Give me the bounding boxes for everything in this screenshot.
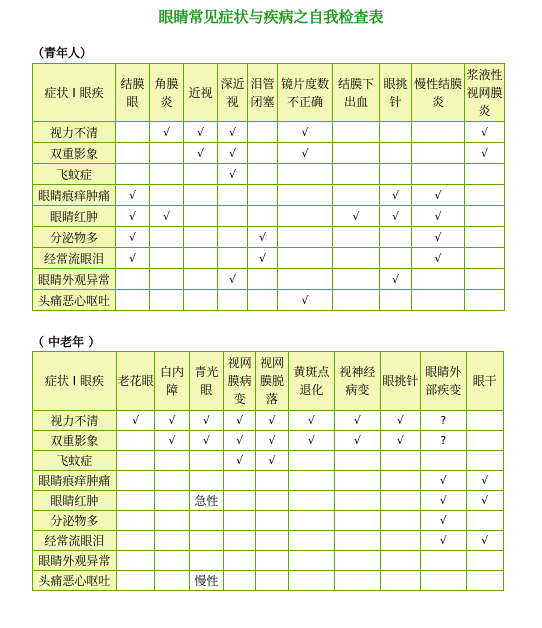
table-cell xyxy=(218,227,248,248)
table-row xyxy=(33,206,505,227)
table-row xyxy=(33,227,505,248)
table-cell xyxy=(278,248,333,269)
table-cell: √ xyxy=(278,122,333,143)
table-cell xyxy=(189,471,223,491)
table-row xyxy=(33,471,504,491)
table-cell xyxy=(218,290,248,311)
table-cell: √ xyxy=(421,511,466,531)
table-cell xyxy=(155,531,189,551)
column-header: 角膜 炎 xyxy=(150,64,184,122)
table-cell xyxy=(256,471,288,491)
table-cell: √ xyxy=(248,227,278,248)
table-cell: √ xyxy=(335,431,380,451)
table-cell xyxy=(466,451,504,471)
table-cell xyxy=(116,451,154,471)
table-cell: ? xyxy=(421,431,466,451)
table-cell xyxy=(155,471,189,491)
column-header: 老花眼 xyxy=(116,352,154,411)
symptom-label: 眼睛外观异常 xyxy=(33,551,117,571)
symptom-label: 经常流眼泪 xyxy=(33,531,117,551)
table-row xyxy=(33,185,505,206)
table-cell xyxy=(184,248,218,269)
table-cell xyxy=(155,451,189,471)
table-cell xyxy=(466,551,504,571)
symptom-table-youth xyxy=(32,63,505,311)
symptom-label: 头痛恶心呕吐 xyxy=(33,571,117,591)
table-cell xyxy=(256,511,288,531)
column-header: 浆液性 视网膜 炎 xyxy=(465,64,505,122)
table-cell xyxy=(116,431,154,451)
table-cell: √ xyxy=(412,227,465,248)
column-header: 白内 障 xyxy=(155,352,189,411)
table-cell: √ xyxy=(421,531,466,551)
table-cell: √ xyxy=(155,411,189,431)
table-cell xyxy=(256,551,288,571)
table-cell xyxy=(224,471,256,491)
table-cell xyxy=(224,551,256,571)
table-cell: √ xyxy=(189,431,223,451)
table-row xyxy=(33,511,504,531)
table-row xyxy=(33,143,505,164)
table-cell xyxy=(155,571,189,591)
table-cell: √ xyxy=(116,206,150,227)
symptom-table-senior xyxy=(32,351,504,591)
column-header: 眼挑针 xyxy=(380,352,420,411)
table-cell: √ xyxy=(218,164,248,185)
table-cell xyxy=(466,411,504,431)
table-cell: √ xyxy=(256,431,288,451)
table-cell xyxy=(412,122,465,143)
table-cell xyxy=(155,511,189,531)
table-cell xyxy=(256,571,288,591)
table-cell xyxy=(333,227,380,248)
table-cell xyxy=(224,571,256,591)
symptom-label: 眼睛红肿 xyxy=(33,206,116,227)
table-cell xyxy=(189,531,223,551)
column-header: 视神经 病变 xyxy=(335,352,380,411)
table-cell: √ xyxy=(150,206,184,227)
column-header: 眼干 xyxy=(466,352,504,411)
table-cell xyxy=(248,143,278,164)
table-cell xyxy=(116,269,150,290)
table-cell: √ xyxy=(380,269,412,290)
table-cell xyxy=(155,551,189,571)
table-cell: √ xyxy=(466,531,504,551)
symptom-label: 视力不清 xyxy=(33,411,117,431)
table-cell xyxy=(150,269,184,290)
table-cell xyxy=(224,511,256,531)
table-cell xyxy=(116,491,154,511)
table-cell xyxy=(333,248,380,269)
table-cell xyxy=(150,143,184,164)
table-row xyxy=(33,571,504,591)
table-cell xyxy=(380,471,420,491)
table-header-row xyxy=(33,64,505,122)
table-cell: √ xyxy=(412,248,465,269)
table-cell xyxy=(288,531,334,551)
table-cell xyxy=(248,164,278,185)
symptom-label: 分泌物多 xyxy=(33,511,117,531)
table-cell: √ xyxy=(412,206,465,227)
table-cell xyxy=(465,290,505,311)
table-cell xyxy=(116,143,150,164)
table-cell xyxy=(466,511,504,531)
symptom-label: 眼睛痕痒肿痛 xyxy=(33,185,116,206)
table-cell xyxy=(465,227,505,248)
table-cell xyxy=(116,571,154,591)
table-cell: √ xyxy=(189,411,223,431)
table-cell xyxy=(380,290,412,311)
table-cell xyxy=(278,185,333,206)
table-cell xyxy=(248,269,278,290)
table-header-row xyxy=(33,352,504,411)
table-cell: √ xyxy=(380,411,420,431)
table-cell xyxy=(189,451,223,471)
table-cell xyxy=(224,491,256,511)
table-cell xyxy=(184,269,218,290)
symptom-label: 眼睛外观异常 xyxy=(33,269,116,290)
column-header: 黄斑点 退化 xyxy=(288,352,334,411)
table-cell xyxy=(248,185,278,206)
table-cell xyxy=(333,185,380,206)
table-cell: √ xyxy=(335,411,380,431)
column-header: 慢性结膜 炎 xyxy=(412,64,465,122)
table-cell: √ xyxy=(465,143,505,164)
table-cell: √ xyxy=(380,206,412,227)
table-cell xyxy=(184,290,218,311)
table-cell xyxy=(155,491,189,511)
table-cell xyxy=(335,451,380,471)
table-cell xyxy=(412,269,465,290)
table-cell xyxy=(465,269,505,290)
table-cell xyxy=(380,122,412,143)
table-cell xyxy=(335,491,380,511)
table-cell xyxy=(150,248,184,269)
table-cell xyxy=(465,248,505,269)
table-row xyxy=(33,122,505,143)
table-cell: √ xyxy=(466,471,504,491)
section-label-youth: （青年人） xyxy=(32,46,93,60)
table-cell: √ xyxy=(288,431,334,451)
table-cell: 急性 xyxy=(189,491,223,511)
table-cell xyxy=(150,185,184,206)
table-cell xyxy=(116,164,150,185)
table-cell xyxy=(288,471,334,491)
table-cell xyxy=(335,531,380,551)
table-cell: √ xyxy=(184,143,218,164)
table-cell: √ xyxy=(218,143,248,164)
table-cell xyxy=(116,122,150,143)
table-cell xyxy=(248,206,278,227)
table-cell xyxy=(189,511,223,531)
table-cell xyxy=(278,164,333,185)
table-cell xyxy=(218,248,248,269)
table-cell xyxy=(256,531,288,551)
table-cell xyxy=(150,290,184,311)
table-cell: √ xyxy=(288,411,334,431)
table-cell: √ xyxy=(218,122,248,143)
table-cell: √ xyxy=(278,290,333,311)
table-cell: √ xyxy=(256,451,288,471)
symptom-label: 视力不清 xyxy=(33,122,116,143)
table-cell: √ xyxy=(218,269,248,290)
column-header: 结膜下 出血 xyxy=(333,64,380,122)
column-header: 视网 膜病 变 xyxy=(224,352,256,411)
table-cell: √ xyxy=(466,491,504,511)
table-cell xyxy=(333,269,380,290)
table-cell xyxy=(150,227,184,248)
column-header: 深近 视 xyxy=(218,64,248,122)
column-header: 泪管 闭塞 xyxy=(248,64,278,122)
table-cell xyxy=(380,227,412,248)
table-cell xyxy=(278,269,333,290)
table-cell xyxy=(333,290,380,311)
table-cell xyxy=(189,551,223,571)
table-cell: √ xyxy=(380,185,412,206)
table-cell: 慢性 xyxy=(189,571,223,591)
table-row xyxy=(33,451,504,471)
table-cell: √ xyxy=(421,471,466,491)
symptom-label: 双重影象 xyxy=(33,143,116,164)
symptom-label: 双重影象 xyxy=(33,431,117,451)
table-cell: √ xyxy=(224,411,256,431)
column-header: 视网 膜脱 落 xyxy=(256,352,288,411)
table-cell xyxy=(412,143,465,164)
table-cell xyxy=(466,571,504,591)
table-cell xyxy=(184,164,218,185)
table-cell xyxy=(380,143,412,164)
table-cell: √ xyxy=(421,491,466,511)
table-row xyxy=(33,269,505,290)
table-cell xyxy=(380,248,412,269)
table-cell xyxy=(256,491,288,511)
table-cell xyxy=(380,164,412,185)
symptom-label: 眼睛痕痒肿痛 xyxy=(33,471,117,491)
table-cell xyxy=(116,531,154,551)
symptom-label: 眼睛红肿 xyxy=(33,491,117,511)
table-cell: √ xyxy=(116,411,154,431)
table-cell xyxy=(184,206,218,227)
table-cell xyxy=(380,531,420,551)
table-cell xyxy=(412,290,465,311)
table-cell xyxy=(465,164,505,185)
table-cell xyxy=(224,531,256,551)
table-row xyxy=(33,431,504,451)
column-header: 结膜 眼 xyxy=(116,64,150,122)
table-cell: √ xyxy=(333,206,380,227)
page-title: 眼睛常见症状与疾病之自我检查表 xyxy=(158,8,384,26)
table-cell: √ xyxy=(155,431,189,451)
symptom-label: 飞蚊症 xyxy=(33,451,117,471)
table-cell xyxy=(218,206,248,227)
table-cell: √ xyxy=(184,122,218,143)
table-cell xyxy=(421,571,466,591)
table-cell xyxy=(116,471,154,491)
table-cell xyxy=(335,511,380,531)
table-cell xyxy=(380,451,420,471)
table-cell xyxy=(218,185,248,206)
table-cell xyxy=(333,143,380,164)
table-cell xyxy=(335,571,380,591)
table-row xyxy=(33,531,504,551)
column-header: 眼挑 针 xyxy=(380,64,412,122)
section-label-senior: （ 中老年 ） xyxy=(32,335,101,349)
symptom-label: 飞蚊症 xyxy=(33,164,116,185)
symptom-label: 经常流眼泪 xyxy=(33,248,116,269)
table-cell xyxy=(150,164,184,185)
table-cell: √ xyxy=(150,122,184,143)
symptom-label: 头痛恶心呕吐 xyxy=(33,290,116,311)
column-header: 镜片度数 不正确 xyxy=(278,64,333,122)
table-cell: √ xyxy=(380,431,420,451)
table-cell xyxy=(421,451,466,471)
table-cell xyxy=(421,551,466,571)
table-cell xyxy=(248,290,278,311)
table-cell: √ xyxy=(224,451,256,471)
table-cell: √ xyxy=(465,122,505,143)
table-row xyxy=(33,290,505,311)
table-row xyxy=(33,551,504,571)
table-cell xyxy=(288,451,334,471)
table-cell xyxy=(278,227,333,248)
table-cell xyxy=(184,227,218,248)
table-cell xyxy=(380,571,420,591)
table-cell xyxy=(116,551,154,571)
table-cell xyxy=(333,122,380,143)
table-cell: √ xyxy=(278,143,333,164)
column-header: 近视 xyxy=(184,64,218,122)
table-cell: √ xyxy=(116,248,150,269)
table-cell xyxy=(380,511,420,531)
table-row xyxy=(33,491,504,511)
table-cell xyxy=(465,206,505,227)
column-header: 青光 眼 xyxy=(189,352,223,411)
table-cell xyxy=(380,551,420,571)
table-cell xyxy=(288,551,334,571)
table-cell xyxy=(248,122,278,143)
table-cell: √ xyxy=(256,411,288,431)
table-cell xyxy=(466,431,504,451)
corner-header: 症状 I 眼疾 xyxy=(33,352,117,411)
table-cell: √ xyxy=(224,431,256,451)
table-cell xyxy=(288,511,334,531)
table-cell xyxy=(380,491,420,511)
table-cell xyxy=(278,206,333,227)
table-cell: √ xyxy=(116,185,150,206)
table-cell xyxy=(335,471,380,491)
table-row xyxy=(33,411,504,431)
corner-header: 症状 I 眼疾 xyxy=(33,64,116,122)
table-cell xyxy=(288,491,334,511)
table-cell xyxy=(333,164,380,185)
table-cell xyxy=(465,185,505,206)
column-header: 眼睛外 部疾变 xyxy=(421,352,466,411)
table-cell: √ xyxy=(116,227,150,248)
table-cell: ? xyxy=(421,411,466,431)
table-cell xyxy=(116,511,154,531)
table-cell xyxy=(412,164,465,185)
table-cell xyxy=(288,571,334,591)
symptom-label: 分泌物多 xyxy=(33,227,116,248)
table-row xyxy=(33,248,505,269)
table-cell xyxy=(116,290,150,311)
table-row xyxy=(33,164,505,185)
table-cell: √ xyxy=(412,185,465,206)
table-cell xyxy=(335,551,380,571)
table-cell xyxy=(184,185,218,206)
table-cell: √ xyxy=(248,248,278,269)
